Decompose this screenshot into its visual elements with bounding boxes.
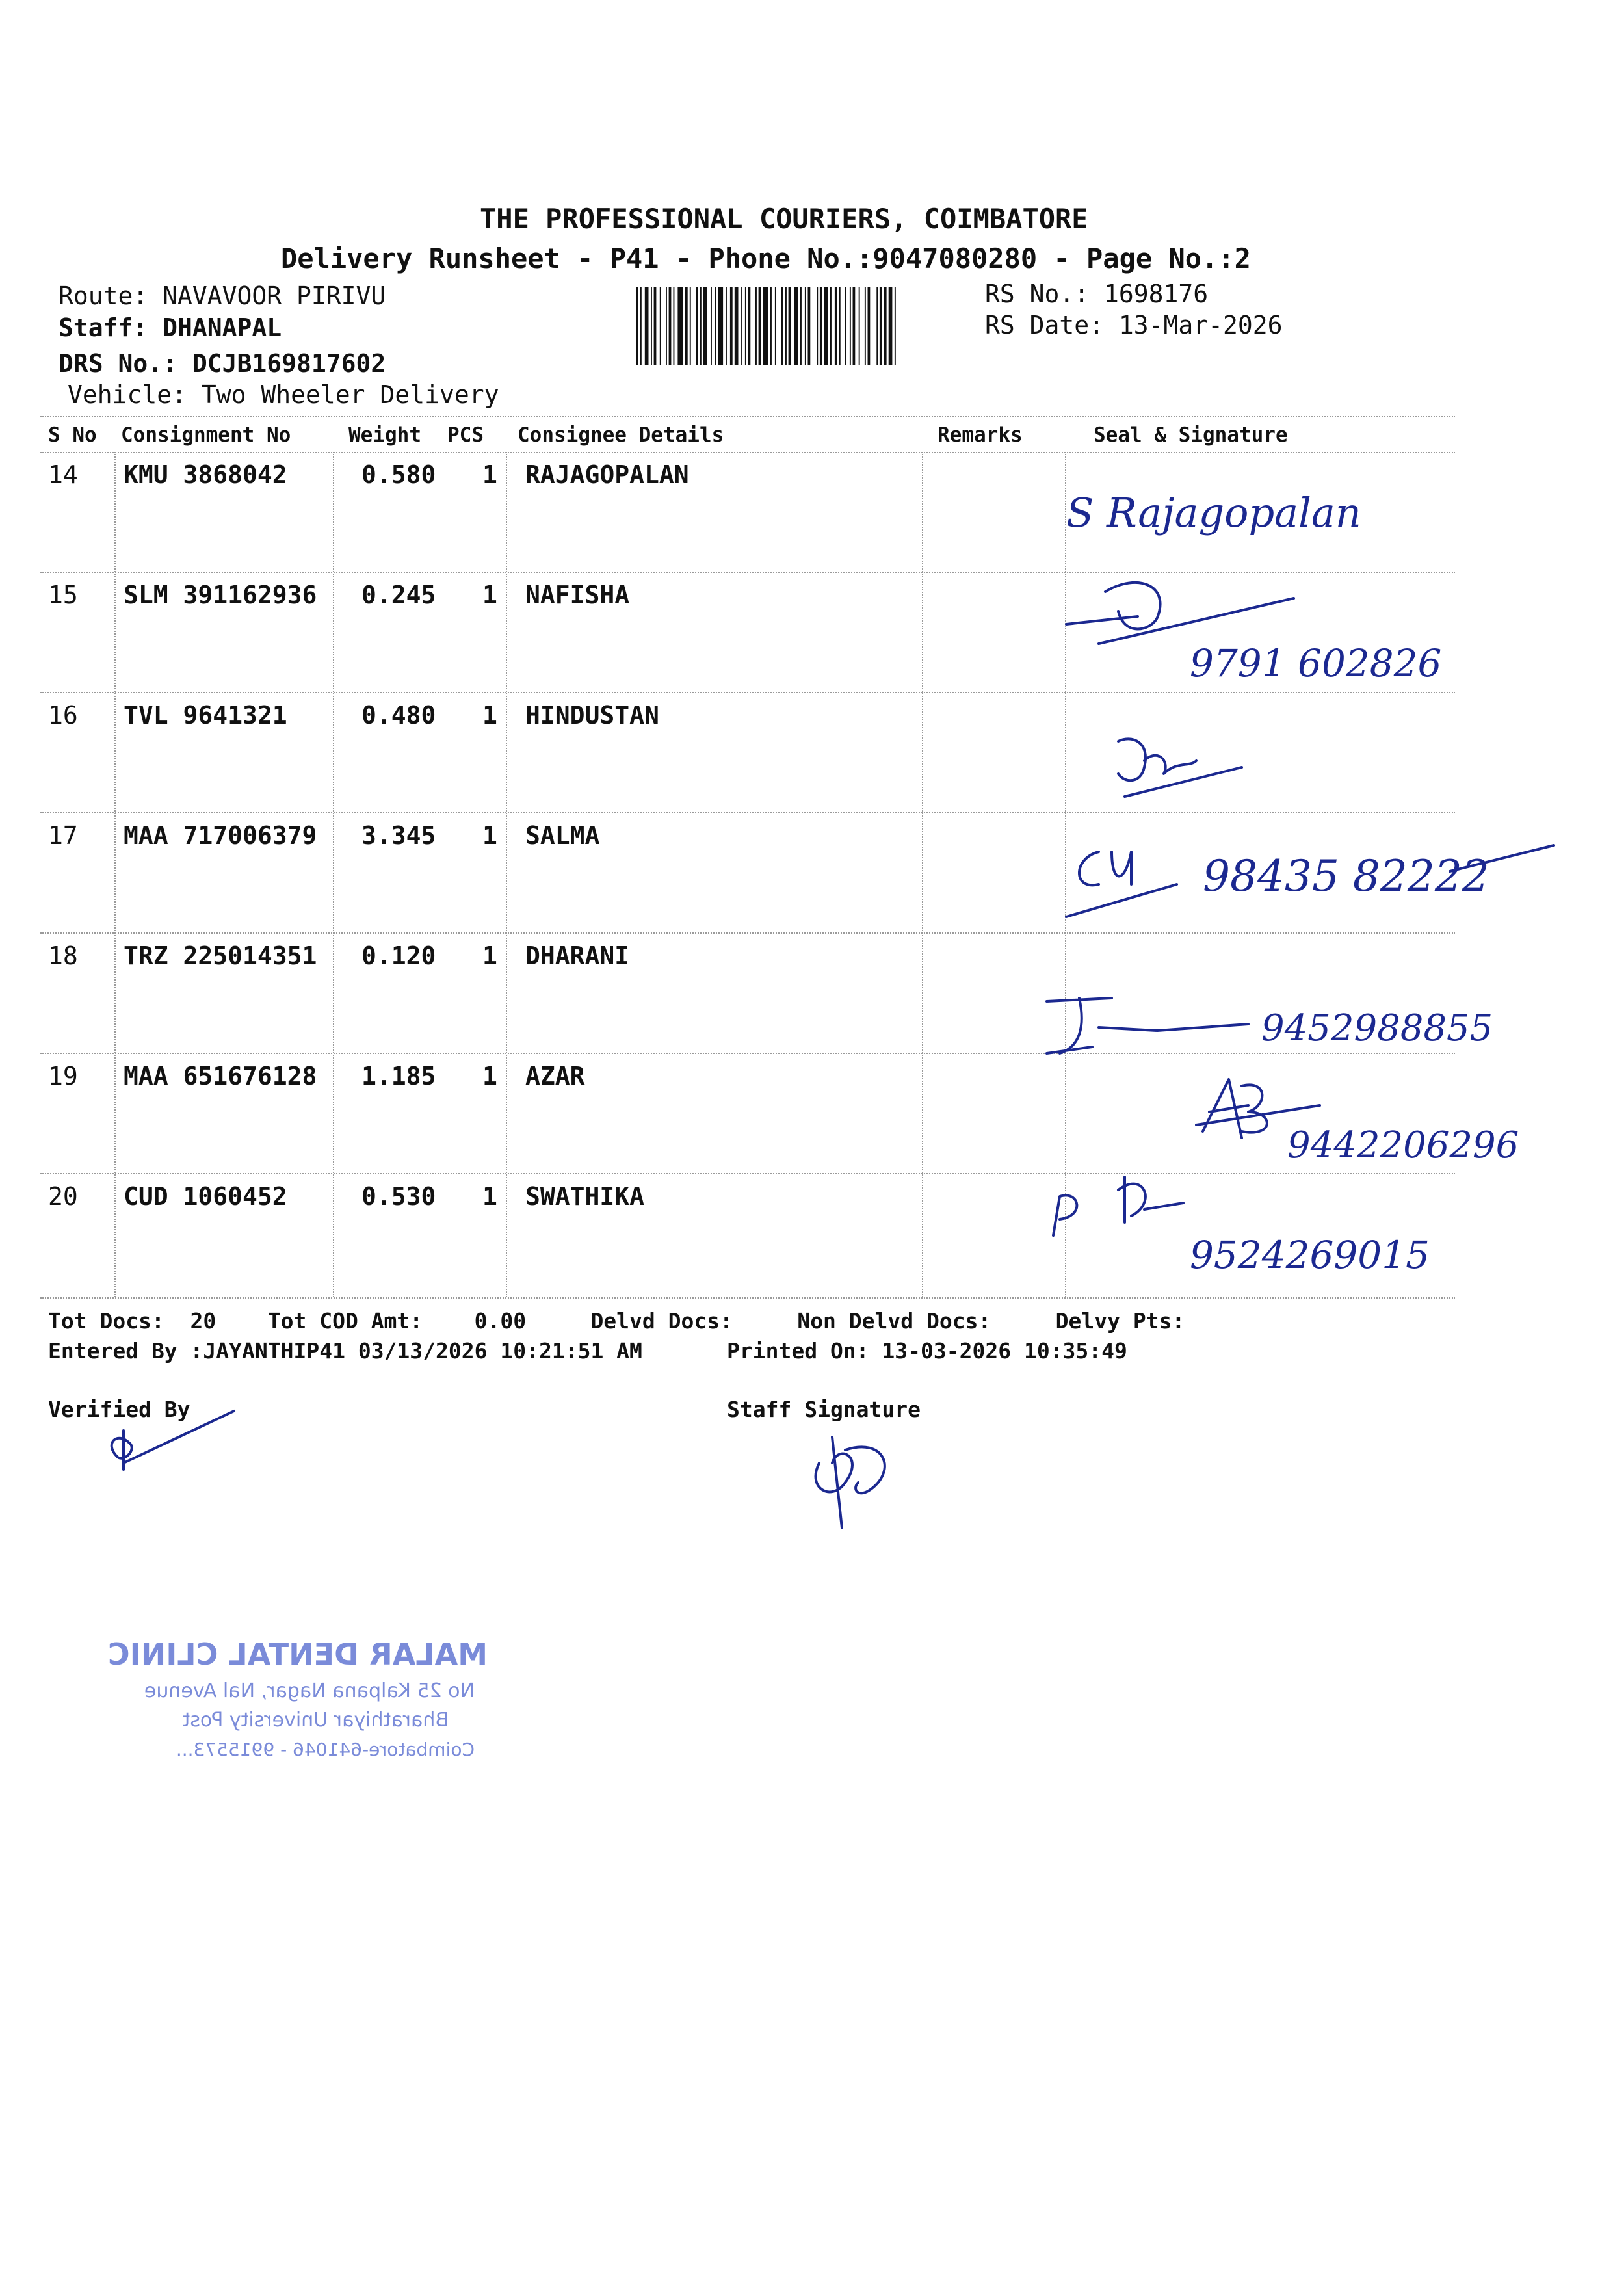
barcode-bar (805, 287, 806, 365)
row-sno: 20 (48, 1182, 78, 1211)
signature-row-18 (1040, 982, 1534, 1073)
svg-text:Bharathiyar University Post: Bharathiyar University Post (182, 1709, 449, 1732)
row-pcs: 1 (482, 1182, 497, 1211)
row-sno: 14 (48, 460, 78, 489)
barcode-bar (666, 287, 667, 365)
row-consignment-no: MAA 717006379 (124, 821, 317, 850)
barcode-bar (718, 287, 724, 365)
rs-number: RS No.: 1698176 (985, 280, 1209, 308)
col-divider (922, 452, 923, 1297)
drs-number: DRS No.: DCJB169817602 (59, 349, 386, 378)
row-consignee: SALMA (525, 821, 600, 850)
svg-text:S Rajagopalan: S Rajagopalan (1066, 489, 1361, 536)
row-consignee: DHARANI (525, 942, 630, 970)
col-divider (114, 452, 116, 1297)
barcode-bar (703, 287, 707, 365)
barcode-bar (868, 287, 871, 365)
row-sno: 15 (48, 581, 78, 609)
totals-line: Tot Docs: 20 Tot COD Amt: 0.00 Delvd Docs: Non Delvd Docs: Delvy Pts: (48, 1308, 1185, 1334)
barcode-bar (711, 287, 712, 365)
row-weight: 0.245 (361, 581, 436, 609)
row-consignment-no: CUD 1060452 (124, 1182, 287, 1211)
row-pcs: 1 (482, 460, 497, 489)
barcode (636, 287, 977, 365)
barcode-bar (830, 287, 832, 365)
route-label: Route: NAVAVOOR PIRIVU (59, 282, 386, 310)
barcode-bar (853, 287, 856, 365)
barcode-bar (735, 287, 739, 365)
barcode-bar (794, 287, 798, 365)
barcode-bar (690, 287, 691, 365)
verifier-signature (98, 1398, 254, 1483)
col-header-pcs: PCS (447, 423, 484, 447)
barcode-bar (654, 287, 657, 365)
row-pcs: 1 (482, 701, 497, 730)
barcode-bar (820, 287, 822, 365)
barcode-bar (677, 287, 683, 365)
col-header-sno: S No (48, 423, 97, 447)
signature-row-15 (1060, 566, 1463, 696)
col-header-weight: Weight (348, 423, 421, 447)
staff-signature-label: Staff Signature (727, 1397, 921, 1422)
barcode-bar (730, 287, 733, 365)
barcode-bar (789, 287, 791, 365)
barcode-bar (785, 287, 787, 365)
row-divider (40, 932, 1455, 934)
row-sno: 17 (48, 821, 78, 850)
barcode-bar (781, 287, 783, 365)
row-weight: 0.480 (361, 701, 436, 730)
barcode-bar (700, 287, 702, 365)
barcode-bar (660, 287, 661, 365)
col-header-consignment: Consignment No (121, 423, 291, 447)
barcode-bar (696, 287, 698, 365)
barcode-bar (763, 287, 768, 365)
row-consignee: HINDUSTAN (525, 701, 659, 730)
barcode-bar (674, 287, 675, 365)
barcode-bar (636, 287, 638, 365)
row-pcs: 1 (482, 1062, 497, 1090)
table-bottom-border (40, 1297, 1455, 1299)
barcode-bar (850, 287, 851, 365)
verified-by-label: Verified By (48, 1397, 190, 1422)
row-consignment-no: MAA 651676128 (124, 1062, 317, 1090)
row-consignee: AZAR (525, 1062, 585, 1090)
barcode-bar (865, 287, 866, 365)
staff-label: Staff: DHANAPAL (59, 313, 282, 342)
barcode-bar (859, 287, 860, 365)
barcode-bar (817, 287, 818, 365)
row-sno: 16 (48, 701, 78, 730)
header-bottom-border (40, 452, 1455, 453)
svg-text:98435 82222: 98435 82222 (1203, 851, 1489, 901)
row-weight: 1.185 (361, 1062, 436, 1090)
barcode-bar (748, 287, 751, 365)
row-consignment-no: TVL 9641321 (124, 701, 287, 730)
row-sno: 18 (48, 942, 78, 970)
svg-text:No 25 Kalpana Nagar, Nal Avenu: No 25 Kalpana Nagar, Nal Avenue (144, 1680, 475, 1702)
row-pcs: 1 (482, 821, 497, 850)
barcode-bar (745, 287, 746, 365)
printed-on: Printed On: 13-03-2026 10:35:49 (727, 1338, 1127, 1364)
barcode-bar (895, 287, 896, 365)
row-weight: 0.530 (361, 1182, 436, 1211)
barcode-bar (889, 287, 893, 365)
row-consignee: RAJAGOPALAN (525, 460, 689, 489)
row-consignment-no: SLM 391162936 (124, 581, 317, 609)
company-title: THE PROFESSIONAL COURIERS, COIMBATORE (480, 203, 1088, 235)
col-divider (333, 452, 334, 1297)
row-consignment-no: TRZ 225014351 (124, 942, 317, 970)
barcode-bar (685, 287, 688, 365)
col-header-seal: Seal & Signature (1094, 423, 1288, 447)
barcode-bar (775, 287, 776, 365)
col-divider (506, 452, 507, 1297)
col-header-remarks: Remarks (938, 423, 1023, 447)
rs-date: RS Date: 13-Mar-2026 (985, 311, 1283, 339)
barcode-bar (835, 287, 837, 365)
svg-text:MALAR DENTAL CLINIC: MALAR DENTAL CLINIC (107, 1637, 488, 1672)
svg-text:9524269015: 9524269015 (1190, 1233, 1430, 1277)
barcode-bar (755, 287, 757, 365)
signature-row-19 (1190, 1066, 1554, 1170)
signature-row-14 (1060, 468, 1424, 559)
barcode-bar (640, 287, 642, 365)
barcode-bar (759, 287, 761, 365)
row-sno: 19 (48, 1062, 78, 1090)
barcode-bar (845, 287, 846, 365)
signature-row-16 (1105, 722, 1274, 819)
vehicle-label: Vehicle: Two Wheeler Delivery (68, 380, 499, 409)
barcode-bar (651, 287, 652, 365)
barcode-bar (824, 287, 828, 365)
barcode-bar (808, 287, 811, 365)
svg-text:9442206296: 9442206296 (1287, 1124, 1519, 1167)
row-consignment-no: KMU 3868042 (124, 460, 287, 489)
row-weight: 0.580 (361, 460, 436, 489)
row-consignee: SWATHIKA (525, 1182, 645, 1211)
barcode-bar (876, 287, 878, 365)
runsheet-subtitle: Delivery Runsheet - P41 - Phone No.:9047080280 - Page No.:2 (281, 243, 1251, 274)
barcode-bar (669, 287, 672, 365)
entered-by: Entered By :JAYANTHIP41 03/13/2026 10:21:51 AM (48, 1338, 642, 1364)
barcode-bar (741, 287, 742, 365)
signature-row-17 (1060, 813, 1567, 930)
barcode-bar (880, 287, 882, 365)
barcode-bar (715, 287, 716, 365)
barcode-bar (645, 287, 649, 365)
barcode-bar (726, 287, 727, 365)
svg-text:9452988855: 9452988855 (1261, 1007, 1493, 1049)
row-pcs: 1 (482, 942, 497, 970)
table-top-border (40, 416, 1455, 417)
barcode-bar (839, 287, 841, 365)
signature-row-20 (1040, 1164, 1482, 1287)
staff-signature (793, 1424, 904, 1535)
row-consignee: NAFISHA (525, 581, 630, 609)
barcode-bar (800, 287, 802, 365)
svg-text:9791 602826: 9791 602826 (1190, 641, 1442, 685)
row-pcs: 1 (482, 581, 497, 609)
clinic-stamp (59, 1626, 501, 1782)
barcode-bar (884, 287, 887, 365)
row-weight: 3.345 (361, 821, 436, 850)
barcode-bar (770, 287, 772, 365)
row-weight: 0.120 (361, 942, 436, 970)
col-header-consignee: Consignee Details (518, 423, 724, 447)
svg-text:Coimbatore-641046 - 9915573...: Coimbatore-641046 - 9915573... (176, 1739, 475, 1760)
